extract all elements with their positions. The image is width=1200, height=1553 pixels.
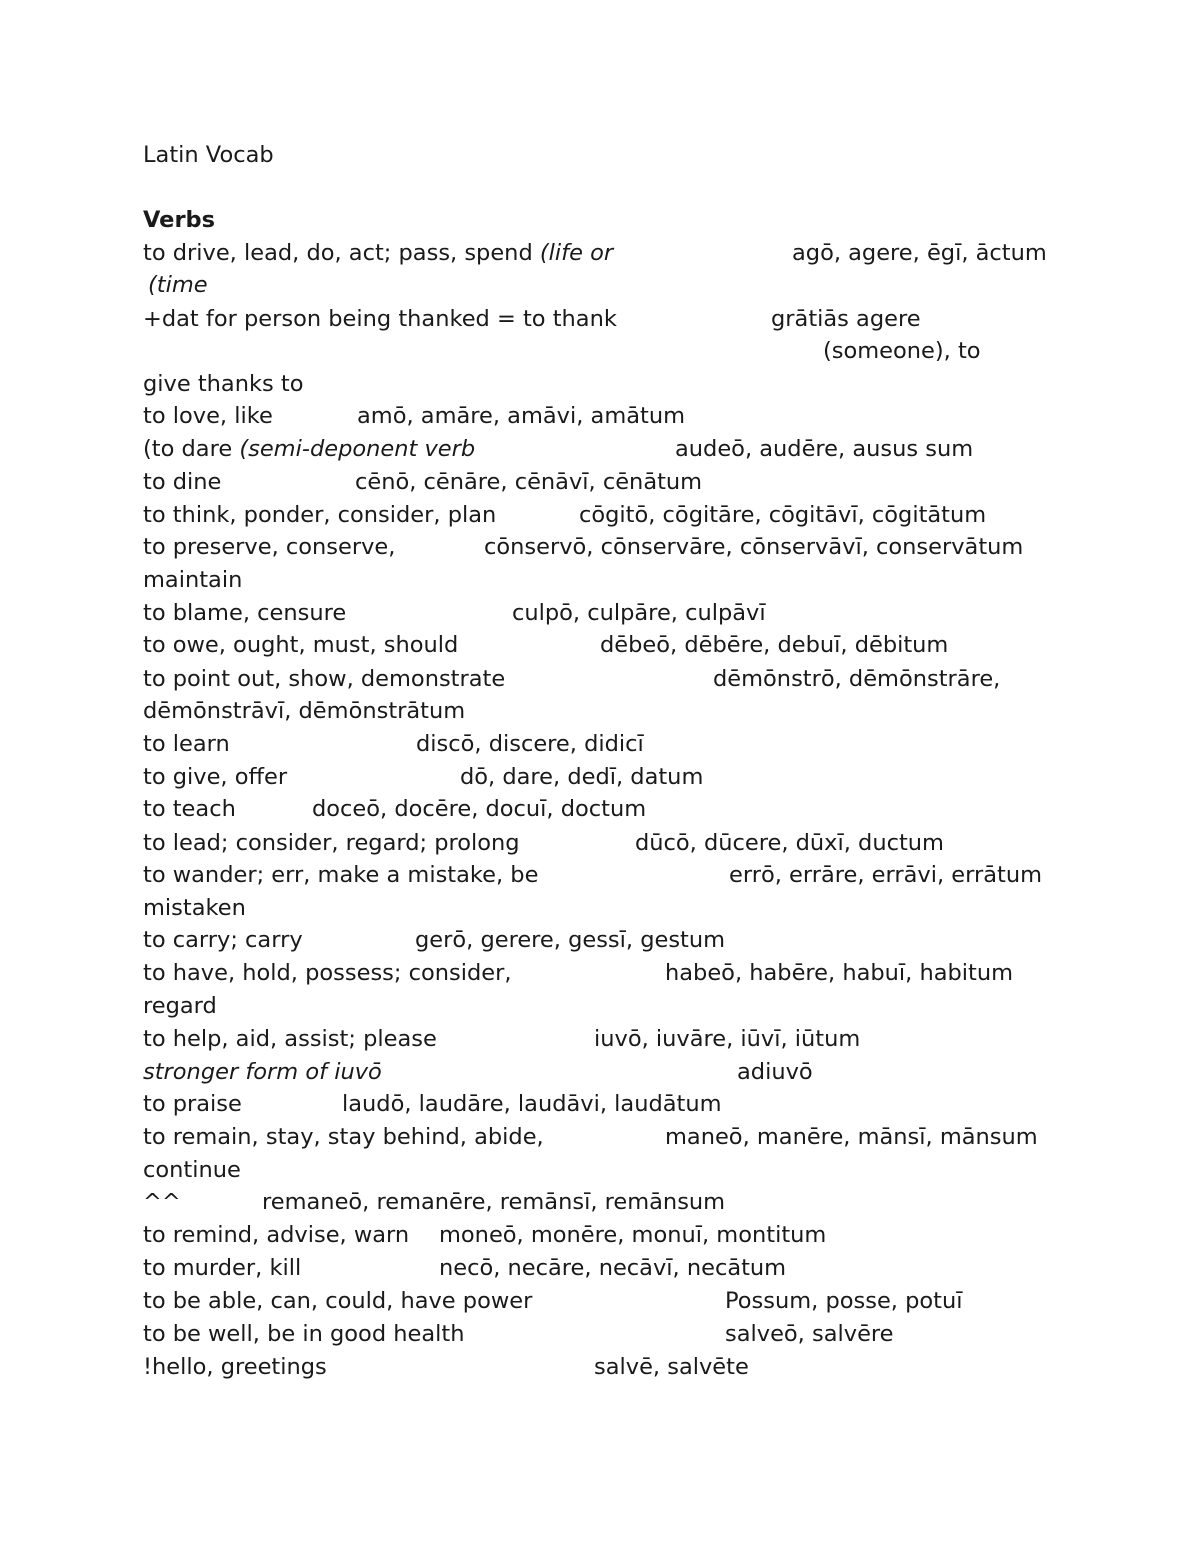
vocab-line bbox=[143, 303, 1060, 336]
english-definition: to help, aid, assist; please bbox=[143, 1026, 437, 1052]
latin-word: grātiās agere bbox=[771, 306, 921, 332]
vocab-line bbox=[143, 1023, 1060, 1056]
english-definition: mistaken bbox=[143, 895, 246, 921]
latin-word: Possum, posse, potuī bbox=[725, 1288, 963, 1314]
latin-word: salvē, salvēte bbox=[594, 1354, 749, 1380]
vocab-line bbox=[143, 859, 1060, 892]
latin-word-continued: dēmōnstrāvī, dēmōnstrātum bbox=[143, 698, 466, 724]
english-definition: regard bbox=[143, 993, 217, 1019]
vocab-line bbox=[143, 663, 1060, 696]
english-note: stronger form of iuvō bbox=[143, 1059, 382, 1085]
english-definition: to dine bbox=[143, 469, 222, 495]
english-definition: to remind, advise, warn bbox=[143, 1222, 410, 1248]
english-definition: to remain, stay, stay behind, abide, bbox=[143, 1124, 544, 1150]
vocab-line bbox=[143, 1121, 1060, 1154]
latin-word: cōgitō, cōgitāre, cōgitāvī, cōgitātum bbox=[579, 502, 987, 528]
vocab-line bbox=[143, 1285, 1060, 1318]
vocab-line bbox=[143, 1318, 1060, 1351]
vocab-line bbox=[143, 237, 1060, 270]
vocab-line bbox=[143, 1219, 1060, 1252]
vocab-line bbox=[143, 400, 1060, 433]
english-definition: give thanks to bbox=[143, 371, 304, 397]
latin-word: maneō, manēre, mānsī, mānsum bbox=[665, 1124, 1038, 1150]
vocab-line bbox=[143, 1088, 1060, 1121]
english-definition: continue bbox=[143, 1157, 241, 1183]
latin-word: cōnservō, cōnservāre, cōnservāvī, conservātum bbox=[484, 534, 1024, 560]
latin-word: dūcō, dūcere, dūxī, ductum bbox=[635, 830, 944, 856]
latin-word: adiuvō bbox=[737, 1059, 813, 1085]
vocab-line bbox=[143, 1186, 1060, 1219]
english-definition: to blame, censure bbox=[143, 600, 347, 626]
vocab-line bbox=[143, 990, 1060, 1023]
latin-word: laudō, laudāre, laudāvi, laudātum bbox=[342, 1091, 722, 1117]
vocab-line bbox=[143, 728, 1060, 761]
vocab-line bbox=[143, 531, 1060, 564]
vocab-line bbox=[143, 1056, 1060, 1089]
vocab-line bbox=[143, 924, 1060, 957]
vocab-line bbox=[143, 827, 1060, 860]
english-definition: to teach bbox=[143, 796, 236, 822]
latin-word: doceō, docēre, docuī, doctum bbox=[312, 796, 647, 822]
latin-word: salveō, salvēre bbox=[725, 1321, 894, 1347]
english-definition: (to dare (semi-deponent verb bbox=[143, 436, 476, 462]
latin-word: errō, errāre, errāvi, errātum bbox=[729, 862, 1043, 888]
english-definition: to give, offer bbox=[143, 764, 288, 790]
english-definition: to lead; consider, regard; prolong bbox=[143, 830, 520, 856]
vocab-line bbox=[143, 597, 1060, 630]
english-definition: +dat for person being thanked = to thank bbox=[143, 306, 617, 332]
document-title: Latin Vocab bbox=[143, 142, 274, 168]
english-definition: to be able, can, could, have power bbox=[143, 1288, 533, 1314]
latin-word: habeō, habēre, habuī, habitum bbox=[665, 960, 1014, 986]
vocab-line bbox=[143, 433, 1060, 466]
english-definition: to be well, be in good health bbox=[143, 1321, 465, 1347]
vocab-line bbox=[143, 695, 1060, 728]
latin-word: agō, agere, ēgī, āctum bbox=[792, 240, 1047, 266]
vocab-line bbox=[143, 761, 1060, 794]
english-definition: to murder, kill bbox=[143, 1255, 302, 1281]
latin-word: iuvō, iuvāre, iūvī, iūtum bbox=[594, 1026, 861, 1052]
latin-word: necō, necāre, necāvī, necātum bbox=[439, 1255, 787, 1281]
english-definition: to preserve, conserve, bbox=[143, 534, 396, 560]
latin-word: dēmōnstrō, dēmōnstrāre, bbox=[713, 666, 1001, 692]
english-definition: to praise bbox=[143, 1091, 242, 1117]
latin-word: moneō, monēre, monuī, montitum bbox=[439, 1222, 827, 1248]
english-definition: to learn bbox=[143, 731, 230, 757]
vocab-line bbox=[143, 466, 1060, 499]
english-definition: to think, ponder, consider, plan bbox=[143, 502, 497, 528]
section-heading-verbs: Verbs bbox=[143, 207, 216, 233]
latin-word: cēnō, cēnāre, cēnāvī, cēnātum bbox=[355, 469, 703, 495]
vocab-line bbox=[143, 1252, 1060, 1285]
english-definition: to point out, show, demonstrate bbox=[143, 666, 506, 692]
english-definition: ^^ bbox=[143, 1189, 181, 1215]
vocab-line bbox=[143, 1351, 1060, 1384]
latin-word: remaneō, remanēre, remānsī, remānsum bbox=[262, 1189, 726, 1215]
english-definition: to owe, ought, must, should bbox=[143, 632, 459, 658]
vocab-line bbox=[143, 957, 1060, 990]
english-definition: to carry; carry bbox=[143, 927, 303, 953]
latin-word: discō, discere, didicī bbox=[416, 731, 644, 757]
vocab-line bbox=[143, 335, 1060, 368]
latin-word: dō, dare, dedī, datum bbox=[460, 764, 704, 790]
english-definition: to have, hold, possess; consider, bbox=[143, 960, 512, 986]
vocab-line bbox=[143, 1154, 1060, 1187]
vocab-line bbox=[143, 269, 1060, 302]
latin-word: amō, amāre, amāvi, amātum bbox=[357, 403, 686, 429]
vocab-line bbox=[143, 368, 1060, 401]
latin-word: dēbeō, dēbēre, debuī, dēbitum bbox=[600, 632, 949, 658]
latin-word: (someone), to bbox=[823, 338, 981, 364]
english-definition: to love, like bbox=[143, 403, 273, 429]
english-definition: to drive, lead, do, act; pass, spend (life or bbox=[143, 240, 614, 266]
english-definition: !hello, greetings bbox=[143, 1354, 327, 1380]
latin-word: audeō, audēre, ausus sum bbox=[675, 436, 974, 462]
latin-word: culpō, culpāre, culpāvī bbox=[512, 600, 766, 626]
vocab-line bbox=[143, 793, 1060, 826]
vocab-line bbox=[143, 499, 1060, 532]
english-note: (time bbox=[148, 272, 208, 298]
english-definition: to wander; err, make a mistake, be bbox=[143, 862, 539, 888]
vocab-line bbox=[143, 629, 1060, 662]
vocab-line bbox=[143, 892, 1060, 925]
english-definition: maintain bbox=[143, 567, 243, 593]
latin-word: gerō, gerere, gessī, gestum bbox=[415, 927, 726, 953]
vocab-line bbox=[143, 564, 1060, 597]
